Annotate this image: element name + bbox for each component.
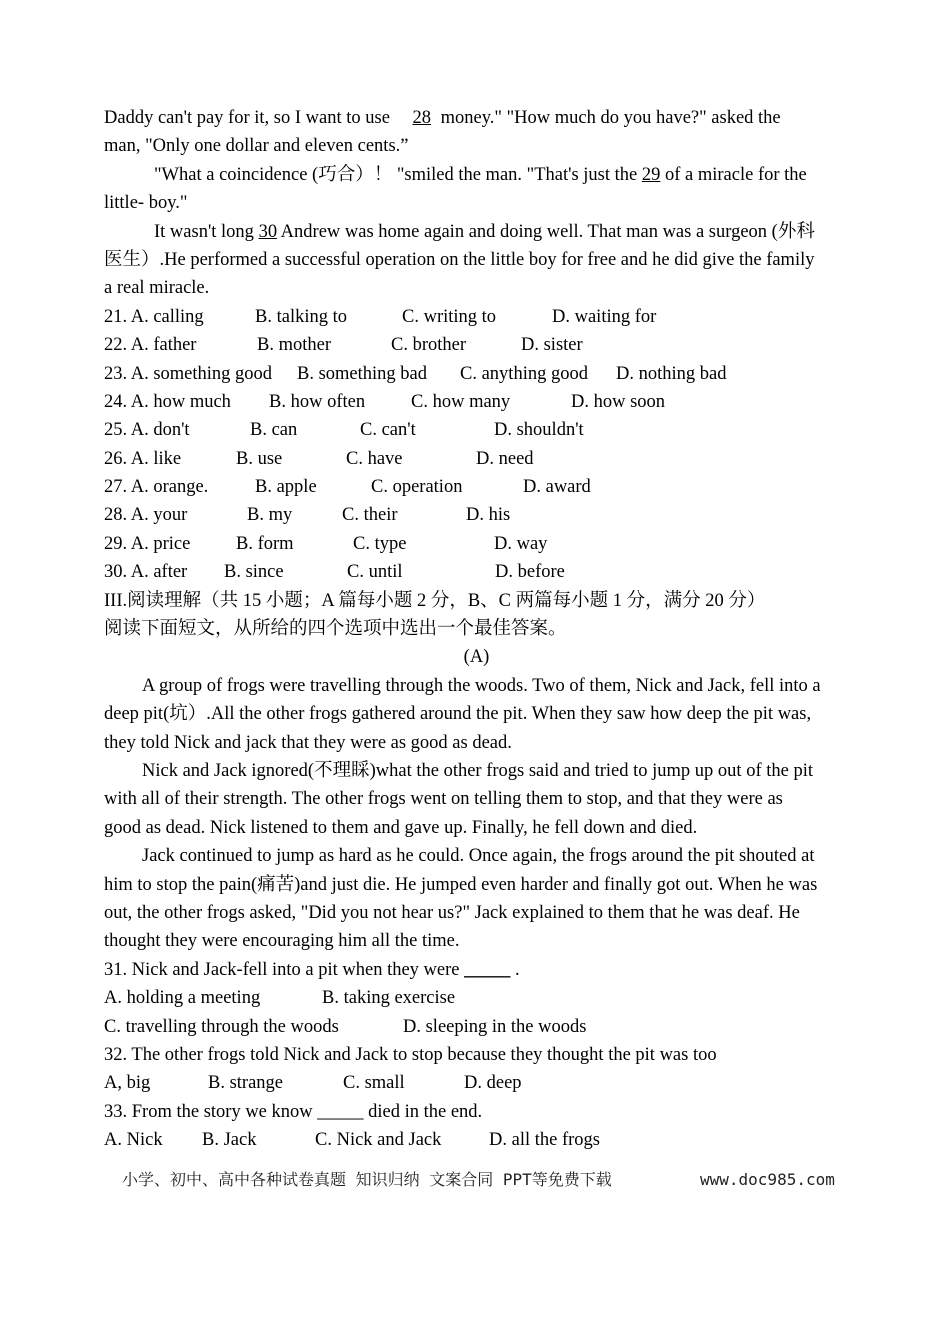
option-a: 26. A. like: [104, 448, 182, 469]
question-30: [104, 558, 849, 586]
option-c: C. type: [353, 533, 407, 554]
passage-line: [104, 218, 849, 246]
document-page: [104, 104, 849, 1154]
option-a: 23. A. something good: [104, 363, 273, 384]
passage-a-line: good as dead. Nick listened to them and gave up. Finally, he fell down and died.: [104, 817, 698, 838]
option-d: D. all the frogs: [489, 1130, 600, 1151]
blank-29: 29: [641, 164, 661, 185]
option-a: A. Nick: [104, 1130, 163, 1151]
option-c: C. Nick and Jack: [315, 1130, 442, 1151]
question-21: [104, 303, 849, 331]
passage-line: [104, 104, 849, 132]
text: Andrew was home again and doing well. That man was a surgeon (外科: [277, 221, 815, 242]
option-c: C. their: [342, 505, 398, 526]
passage-line: [104, 161, 849, 189]
passage-a-line: Nick and Jack ignored(不理睬)what the other frogs said and tried to jump up out of the pit: [142, 760, 813, 781]
text: .: [510, 959, 520, 980]
option-a: 22. A. father: [104, 335, 197, 356]
option-b: B. my: [247, 505, 293, 526]
question-33-options: [104, 1126, 849, 1154]
question-31-stem: [104, 956, 849, 984]
option-a: 25. A. don't: [104, 420, 190, 441]
option-d: D. before: [495, 562, 565, 583]
option-b: B. taking exercise: [322, 988, 456, 1009]
option-c: C. how many: [411, 391, 511, 412]
question-27: [104, 473, 849, 501]
option-a: 30. A. after: [104, 562, 188, 583]
passage-a-line: A group of frogs were travelling through the woods. Two of them, Nick and Jack, fell into a: [142, 675, 821, 696]
option-d: D. shouldn't: [494, 420, 584, 441]
question-32-stem: 32. The other frogs told Nick and Jack to stop because they thought the pit was too: [104, 1044, 717, 1065]
footer-text: 小学、初中、高中各种试卷真题 知识归纳 文案合同 PPT等免费下载: [122, 1170, 612, 1189]
option-c: C. can't: [360, 420, 416, 441]
question-33-stem: [104, 1098, 849, 1126]
passage-line: 医生）.He performed a successful operation on the little boy for free and he did give the family: [104, 249, 815, 270]
text: of a miracle for the: [660, 164, 807, 185]
question-22: [104, 331, 849, 359]
option-a: 24. A. how much: [104, 391, 231, 412]
option-c: C. have: [346, 448, 403, 469]
option-d: D. way: [494, 533, 548, 554]
passage-a-line: Jack continued to jump as hard as he could. Once again, the frogs around the pit shouted at: [142, 846, 815, 867]
blank-28: 28: [412, 108, 432, 128]
text: money." "How much do you have?" asked the: [436, 108, 781, 128]
question-28: [104, 501, 849, 529]
passage-a-line: thought they were encouraging him all the time.: [104, 931, 460, 952]
option-a: 21. A. calling: [104, 306, 204, 327]
option-a: A. holding a meeting: [104, 988, 261, 1009]
option-b: B. use: [236, 448, 283, 469]
passage-a-line: with all of their strength. The other frogs went on telling them to stop, and that they were as: [104, 789, 783, 810]
option-a: A, big: [104, 1073, 151, 1094]
option-b: B. Jack: [202, 1130, 257, 1151]
option-c: C. operation: [371, 477, 463, 498]
option-c: C. anything good: [460, 363, 588, 384]
option-d: D. sleeping in the woods: [403, 1016, 587, 1037]
text: 33. From the story we know: [104, 1101, 318, 1122]
question-31-options-1: [104, 984, 849, 1012]
passage-a-line: deep pit(坑）.All the other frogs gathered around the pit. When they saw how deep the pit was,: [104, 704, 812, 725]
option-a: 27. A. orange.: [104, 477, 209, 498]
option-c: C. writing to: [402, 306, 497, 327]
question-32-options: [104, 1069, 849, 1097]
option-b: B. mother: [257, 335, 331, 356]
option-d: D. sister: [521, 335, 583, 356]
option-b: B. how often: [269, 391, 366, 412]
option-d: D. nothing bad: [616, 363, 727, 384]
question-23: [104, 360, 849, 388]
passage-a-line: they told Nick and jack that they were as good as dead.: [104, 732, 512, 753]
option-b: B. since: [224, 562, 284, 583]
part-label: (A): [463, 647, 490, 668]
answer-blank: _____: [317, 1101, 364, 1122]
footer-url[interactable]: www.doc985.com: [700, 1170, 835, 1189]
text: died in the end.: [363, 1101, 483, 1122]
option-b: B. something bad: [297, 363, 428, 384]
question-25: [104, 416, 849, 444]
passage-line: a real miracle.: [104, 278, 210, 299]
page-footer: [122, 1166, 842, 1194]
text: It wasn't long: [154, 221, 259, 242]
option-d: D. award: [523, 477, 591, 498]
question-26: [104, 445, 849, 473]
option-b: B. form: [236, 533, 294, 554]
text: "What a coincidence (巧合）！ "smiled the man. "That's just the: [154, 164, 642, 185]
option-d: D. how soon: [571, 391, 666, 412]
option-c: C. brother: [391, 335, 467, 356]
option-c: C. until: [347, 562, 403, 583]
passage-a-line: him to stop the pain(痛苦)and just die. He jumped even harder and finally got out. When he was: [104, 874, 818, 895]
text: 31. Nick and Jack-fell into a pit when they were: [104, 959, 465, 980]
passage-a-line: out, the other frogs asked, "Did you not hear us?" Jack explained to them that he was deaf. He: [104, 902, 800, 923]
option-a: 29. A. price: [104, 533, 191, 554]
option-c: C. small: [343, 1073, 405, 1094]
section-instruction: 阅读下面短文，从所给的四个选项中选出一个最佳答案。: [104, 619, 567, 640]
blank-30: 30: [258, 221, 278, 242]
text: Daddy can't pay for it, so I want to use: [104, 108, 395, 128]
question-29: [104, 530, 849, 558]
option-d: D. deep: [464, 1073, 522, 1094]
passage-line: little- boy.": [104, 193, 188, 214]
passage-line: man, "Only one dollar and eleven cents.”: [104, 136, 409, 157]
option-d: D. need: [476, 448, 534, 469]
section-heading: III.阅读理解（共 15 小题；A 篇每小题 2 分，B、C 两篇每小题 1 分，满分 20 分）: [104, 590, 766, 611]
option-d: D. waiting for: [552, 306, 657, 327]
option-b: B. can: [250, 420, 298, 441]
question-31-options-2: [104, 1013, 849, 1041]
option-c: C. travelling through the woods: [104, 1016, 339, 1037]
option-a: 28. A. your: [104, 505, 188, 526]
option-b: B. strange: [208, 1073, 284, 1094]
question-24: [104, 388, 849, 416]
answer-blank: _____: [464, 959, 511, 980]
option-b: B. talking to: [255, 306, 347, 327]
option-b: B. apple: [255, 477, 317, 498]
option-d: D. his: [466, 505, 511, 526]
